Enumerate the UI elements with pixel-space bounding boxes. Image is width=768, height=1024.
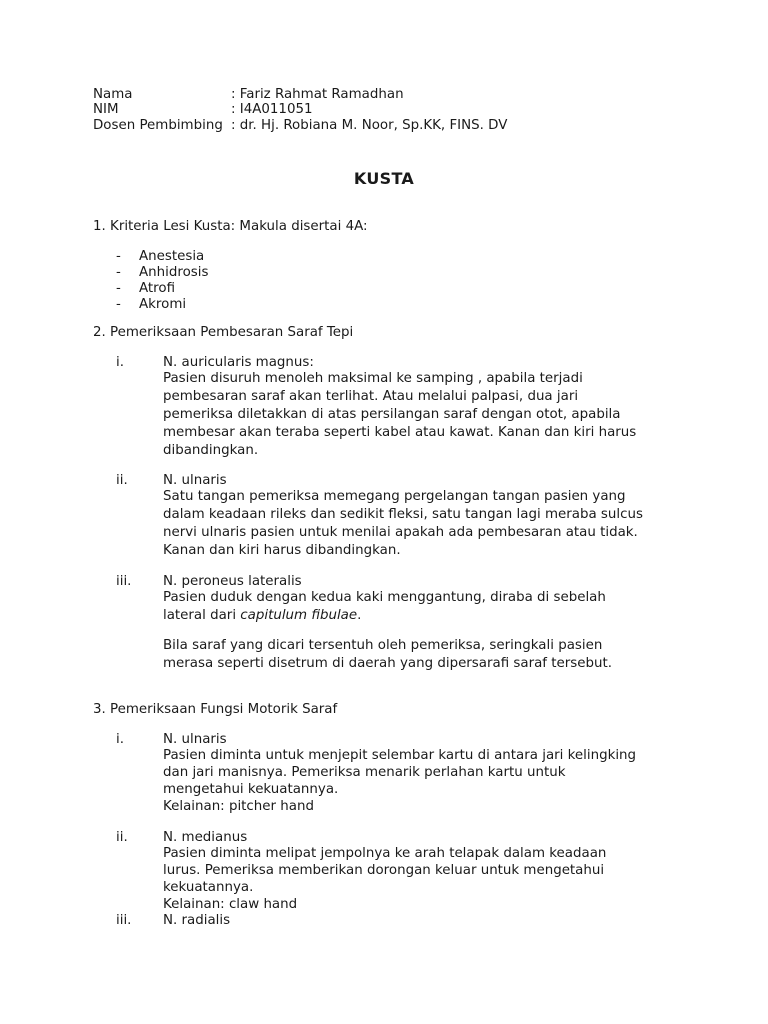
list-item: Anestesia: [139, 249, 205, 264]
item-paragraph: Pasien disuruh menoleh maksimal ke samping , apabila terjadi pembesaran saraf akan terlihat. Atau melalui palpasi, dua jari pemeriksa diletakkan di atas persilangan saraf dengan otot, apabila membesar akan teraba seperti kabel atau kawat. Kanan dan kiri harus dibandingkan.: [163, 371, 637, 458]
item-title: N. ulnaris: [163, 473, 227, 488]
item-paragraph: Satu tangan pemeriksa memegang pergelangan tangan pasien yang dalam keadaan rileks dan sedikit fleksi, satu tangan lagi meraba sulcus nervi ulnaris pasien untuk menilai apakah ada pembesaran atau tidak. Kanan dan kiri harus dibandingkan.: [163, 489, 643, 558]
section2-heading: 2. Pemeriksaan Pembesaran Saraf Tepi: [93, 325, 354, 340]
section3-heading: 3. Pemeriksaan Fungsi Motorik Saraf: [93, 702, 338, 717]
item-number: iii.: [116, 574, 132, 589]
list-item: Anhidrosis: [139, 265, 209, 280]
item-title: N. auricularis magnus:: [163, 355, 314, 370]
bullet-dash: -: [116, 297, 121, 312]
item-number: ii.: [116, 473, 128, 488]
list-item: Atrofi: [139, 281, 176, 296]
item-paragraph: Pasien diminta untuk menjepit selembar kartu di antara jari kelingking dan jari manisnya. Pemeriksa menarik perlahan kartu untuk mengetahui kekuatannya. Kelainan: pitcher hand: [163, 748, 637, 814]
value-nama: : Fariz Rahmat Ramadhan: [231, 87, 404, 102]
bullet-dash: -: [116, 281, 121, 296]
bullet-dash: -: [116, 249, 121, 264]
item-note: Bila saraf yang dicari tersentuh oleh pemeriksa, seringkali pasien merasa seperti disetrum di daerah yang dipersarafi saraf tersebut.: [163, 638, 612, 671]
item-paragraph: Pasien duduk dengan kedua kaki menggantung, diraba di sebelah lateral dari capitulum fibulae.: [163, 590, 606, 623]
item-number: i.: [116, 355, 124, 370]
item-title: N. medianus: [163, 830, 248, 845]
section1-heading: 1. Kriteria Lesi Kusta: Makula disertai 4A:: [93, 219, 368, 234]
value-nim: : I4A011051: [231, 102, 313, 117]
item-number: ii.: [116, 830, 128, 845]
item-paragraph: Pasien diminta melipat jempolnya ke arah telapak dalam keadaan lurus. Pemeriksa memberikan dorongan keluar untuk mengetahui kekuatannya. Kelainan: claw hand: [163, 846, 607, 912]
item-title: N. radialis: [163, 913, 231, 928]
value-dosen: : dr. Hj. Robiana M. Noor, Sp.KK, FINS. DV: [231, 118, 508, 133]
list-item: Akromi: [139, 297, 187, 312]
label-nama: Nama: [93, 87, 133, 102]
label-nim: NIM: [93, 102, 119, 117]
label-dosen: Dosen Pembimbing: [93, 118, 223, 133]
item-title: N. ulnaris: [163, 732, 227, 747]
bullet-dash: -: [116, 265, 121, 280]
item-number: iii.: [116, 913, 132, 928]
page-title: KUSTA: [353, 169, 415, 188]
item-title: N. peroneus lateralis: [163, 574, 302, 589]
item-number: i.: [116, 732, 124, 747]
